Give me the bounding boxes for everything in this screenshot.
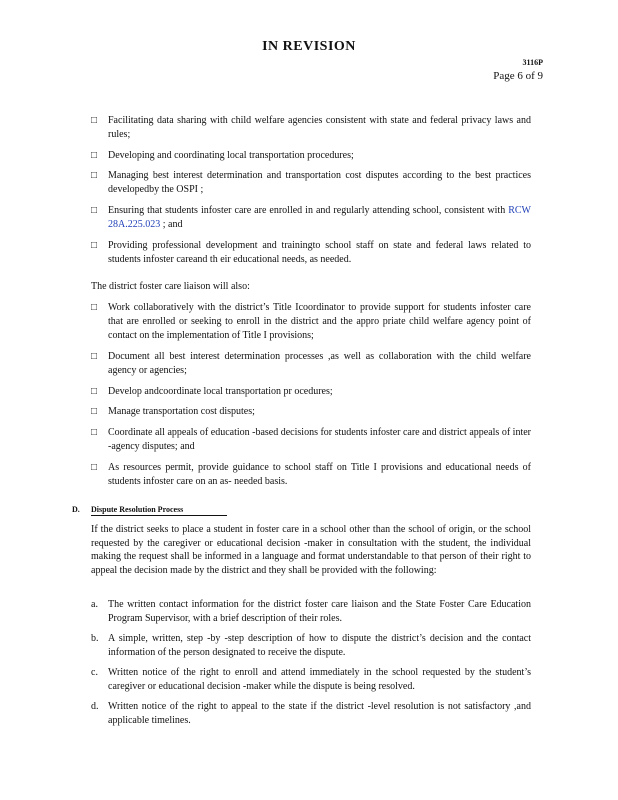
list-item-text: As resources permit, provide guidance to school staff on Title I provisions and educational needs of students infoster care on an as- needed basis. bbox=[108, 462, 531, 487]
bullet-box-icon: □ bbox=[91, 406, 98, 417]
lettered-item bbox=[91, 598, 531, 626]
lettered-item bbox=[91, 700, 531, 728]
list-item bbox=[91, 461, 531, 489]
section-title: Dispute Resolution Process bbox=[91, 505, 227, 516]
list-item bbox=[91, 239, 531, 267]
list-item bbox=[91, 405, 531, 419]
bullet-box-icon: □ bbox=[91, 462, 98, 473]
list-item bbox=[91, 350, 531, 378]
bullet-box-icon: □ bbox=[91, 150, 98, 161]
rcw-link[interactable]: RCW 28A.225.023 bbox=[108, 205, 531, 230]
list-item-text: Coordinate all appeals of education -based decisions for students infoster care and district appeals of inter -agency disputes; and bbox=[108, 427, 531, 452]
bullet-box-icon: □ bbox=[91, 240, 98, 251]
item-text: Written notice of the right to appeal to the state if the district -level resolution is not satisfactory ,and applicable timelines. bbox=[108, 701, 531, 726]
document-number: 3116P bbox=[522, 58, 543, 67]
list-item-text: Manage transportation cost disputes; bbox=[108, 406, 255, 417]
list-item-text-end: ; and bbox=[160, 219, 183, 230]
list-item bbox=[91, 301, 531, 343]
list-item bbox=[91, 204, 531, 232]
item-text: The written contact information for the district foster care liaison and the State Foster Care Education Program Supervisor, with a brief description of their roles. bbox=[108, 599, 531, 624]
list-item-text: Work collaboratively with the district’s Title Icoordinator to provide support for students infoster care that are enrolled or seeking to enroll in the district and the appro priate child welfare agency point of contact on the implementation of Title I provisions; bbox=[108, 302, 531, 341]
list-item bbox=[91, 385, 531, 399]
item-marker: d. bbox=[91, 701, 99, 712]
bullet-box-icon: □ bbox=[91, 115, 98, 126]
liaison-intro: The district foster care liaison will also: bbox=[91, 281, 250, 292]
list-item bbox=[91, 149, 531, 163]
item-marker: c. bbox=[91, 667, 98, 678]
list-item-text: Developing and coordinating local transportation procedures; bbox=[108, 150, 354, 161]
item-text: Written notice of the right to enroll and attend immediately in the school requested by the student’s caregiver or educational decision -maker while the dispute is being resolved. bbox=[108, 667, 531, 692]
lettered-item bbox=[91, 632, 531, 660]
list-item-text: Providing professional development and trainingto school staff on state and federal laws related to students infoster careand th eir educational needs, as needed. bbox=[108, 240, 531, 265]
list-item-text: Develop andcoordinate local transportation pr ocedures; bbox=[108, 386, 333, 397]
list-item bbox=[91, 426, 531, 454]
page-number: Page 6 of 9 bbox=[493, 70, 543, 82]
list-item-text: Document all best interest determination processes ,as well as collaboration with the child welfare agency or agencies; bbox=[108, 351, 531, 376]
list-item bbox=[91, 114, 531, 142]
item-text: A simple, written, step -by -step description of how to dispute the district’s decision and the contact information of the person designated to receive the dispute. bbox=[108, 633, 531, 658]
list-item bbox=[91, 169, 531, 197]
bullet-box-icon: □ bbox=[91, 205, 98, 216]
list-item-text bbox=[108, 204, 531, 232]
section-letter: D. bbox=[72, 505, 80, 514]
list-item-text: Managing best interest determination and transportation cost disputes according to the best practices developedby the OSPI ; bbox=[108, 170, 531, 195]
bullet-box-icon: □ bbox=[91, 302, 98, 313]
section-heading bbox=[72, 505, 227, 516]
bullet-box-icon: □ bbox=[91, 427, 98, 438]
list-item-text-start: Ensuring that students infoster care are enrolled in and regularly attending school, consistent with bbox=[108, 205, 509, 216]
revision-status-heading: IN REVISION bbox=[262, 39, 356, 54]
bullet-box-icon: □ bbox=[91, 170, 98, 181]
dispute-paragraph: If the district seeks to place a student in foster care in a school other than the school of origin, or the school requested by the caregiver or educational decision -maker in consultation with the student, the individual making the request shall be informed in a language and format understandable to that person of their right to appeal the decision made by the district and they shall be provided with the following: bbox=[91, 524, 531, 576]
item-marker: b. bbox=[91, 633, 99, 644]
bullet-box-icon: □ bbox=[91, 351, 98, 362]
list-item-text: Facilitating data sharing with child welfare agencies consistent with state and federal privacy laws and rules; bbox=[108, 115, 531, 140]
item-marker: a. bbox=[91, 599, 98, 610]
bullet-box-icon: □ bbox=[91, 386, 98, 397]
lettered-item bbox=[91, 666, 531, 694]
